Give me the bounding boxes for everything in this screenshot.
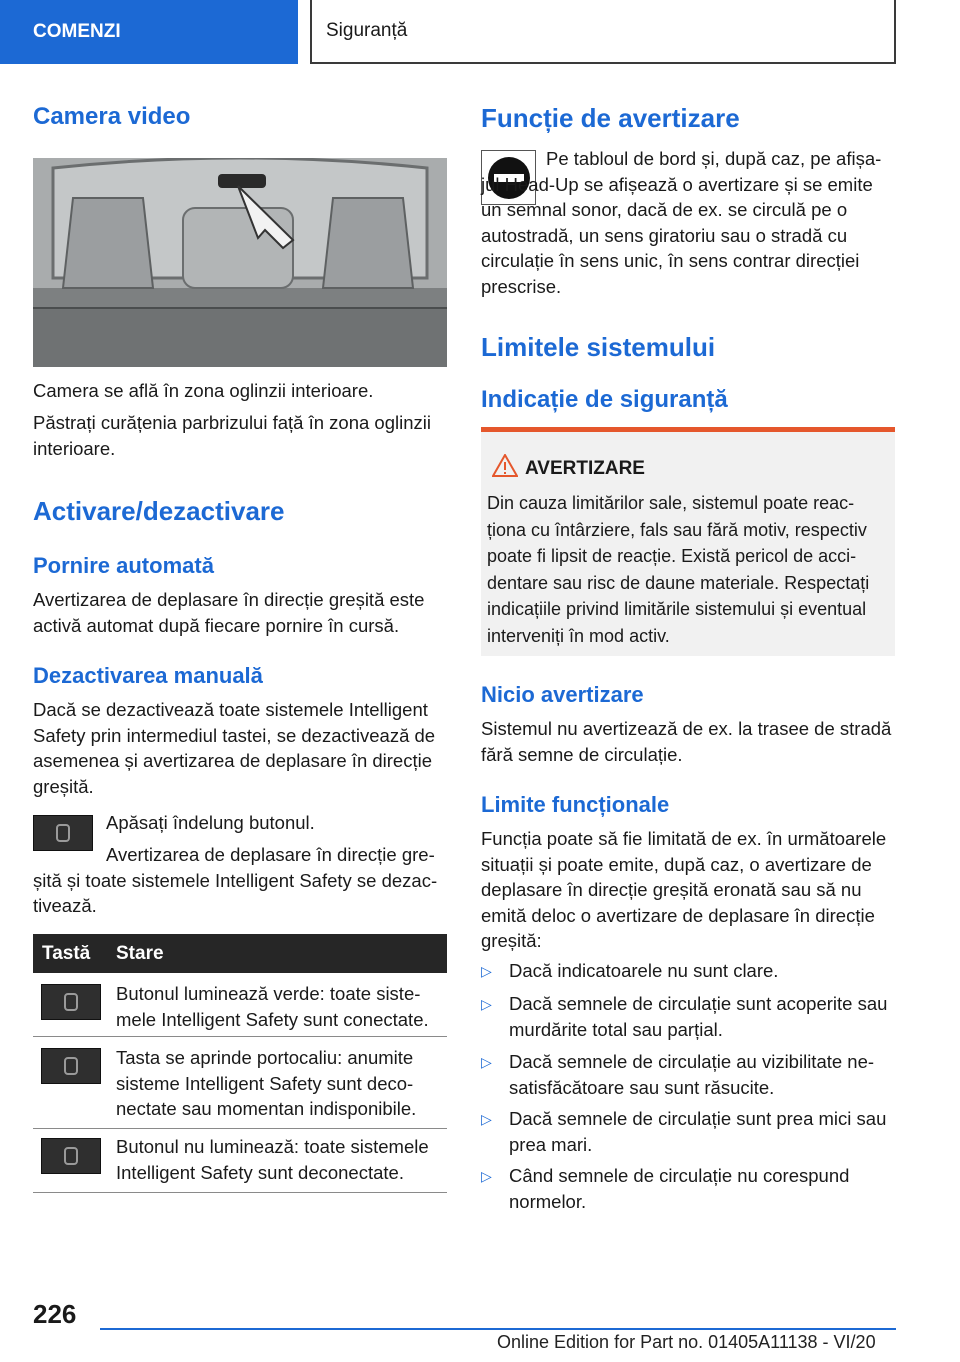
list-item: Dacă semnele de circulație sunt prea mici sau prea mari. (509, 1108, 887, 1155)
section-label: COMENZI (33, 21, 121, 42)
function-limits-paragraph: Funcția poate să fie limitată de ex. în următoarele situații și poate emite, după caz, o avertizare de deplasare în direcție greșită eronată sau să nu emită deloc o avertizare de deplasare în direcție greșită: (481, 828, 887, 951)
button-green-icon (41, 984, 101, 1020)
activation-title: Activare/dezactivare (33, 496, 285, 526)
chapter-label: Siguranță (326, 20, 408, 41)
chapter-header (310, 0, 896, 64)
table-row: Tasta se aprinde portocaliu: anumite sisteme Intelligent Safety sunt deco-nectate sau momentan indisponibile. (116, 1047, 417, 1119)
bullet-icon: ▷ (481, 1111, 492, 1127)
footer-rule (100, 1328, 896, 1330)
bullet-icon: ▷ (481, 1168, 492, 1184)
press-instruction: Apăsați îndelung butonul. (106, 812, 315, 833)
bullet-icon: ▷ (481, 996, 492, 1012)
camera-paragraph-2: Păstrați curățenia parbrizului față în zona oglinzii interioare. (33, 412, 431, 459)
warning-triangle-icon (492, 454, 518, 477)
warning-text: Din cauza limitărilor sale, sistemul poate reac-ționa cu întârziere, fals sau fără motiv, respectiv poate fi lipsit de reacție. Există pericol de acci-dentare sau risc de daune materiale. Respectați indicațiile privind limitările sistemului și eventual interveniți în mod activ. (487, 493, 870, 646)
camera-location-image (33, 158, 447, 367)
table-col-key: Tastă (42, 943, 91, 964)
auto-start-paragraph: Avertizarea de deplasare în direcție greșită este activă automat după fiecare pornire în cursă. (33, 589, 425, 636)
table-row-divider (33, 1192, 447, 1193)
bullet-icon: ▷ (481, 1054, 492, 1070)
manual-paragraph: Dacă se dezactivează toate sistemele Intelligent Safety prin intermediul tastei, se dezactivează de asemenea și avertizarea de deplasare în direcție greșită. (33, 699, 436, 797)
auto-start-title: Pornire automată (33, 553, 214, 578)
status-table-header (33, 934, 447, 973)
function-limits-title: Limite funcționale (481, 792, 670, 817)
limits-title: Limitele sistemului (481, 332, 716, 362)
section-tab (0, 0, 298, 64)
no-warning-paragraph: Sistemul nu avertizează de ex. la trasee de stradă fără semne de circulație. (481, 718, 892, 765)
car-interior-illustration (33, 158, 447, 367)
manual-title: Dezactivarea manuală (33, 663, 263, 688)
list-item: Când semnele de circulație nu corespund normelor. (509, 1165, 850, 1212)
list-item: Dacă semnele de circulație au vizibilitate ne-satisfăcătoare sau sunt răsucite. (509, 1051, 875, 1098)
list-item: Dacă semnele de circulație sunt acoperite sau murdărite total sau parțial. (509, 993, 888, 1040)
table-col-state: Stare (116, 943, 164, 964)
camera-title: Camera video (33, 103, 191, 130)
safety-note-title: Indicație de siguranță (481, 386, 728, 413)
function-title: Funcție de avertizare (481, 103, 740, 133)
table-row-divider (33, 1128, 447, 1129)
function-text: Pe tabloul de bord și, după caz, pe afișa-jul Head-Up se afișează o avertizare și se emite un semnal sonor, dacă de ex. se circulă pe o autostradă, un sens giratoriu sau o stradă cu circulație în sens unic, în sens contrar direcției prescrise. (481, 148, 882, 297)
warning-label: AVERTIZARE (525, 458, 645, 479)
function-paragraph (481, 146, 895, 299)
press-result: Avertizarea de deplasare în direcție gre-șită și toate sistemele Intelligent Safety se dezac-tivează. (33, 844, 438, 916)
table-row: Butonul nu luminează: toate sistemele Intelligent Safety sunt deconectate. (116, 1136, 429, 1183)
bullet-icon: ▷ (481, 963, 492, 979)
list-item: Dacă indicatoarele nu sunt clare. (509, 960, 779, 981)
camera-paragraph-1: Camera se află în zona oglinzii interioare. (33, 380, 374, 401)
no-warning-title: Nicio avertizare (481, 682, 644, 707)
edition-text: Online Edition for Part no. 01405A11138 - VI/20 (497, 1332, 876, 1352)
page-number: 226 (33, 1299, 77, 1329)
table-row-divider (33, 1036, 447, 1037)
warning-box (481, 427, 895, 656)
button-orange-icon (41, 1048, 101, 1084)
table-row: Butonul luminează verde: toate siste-mele Intelligent Safety sunt conectate. (116, 983, 429, 1030)
button-off-icon (41, 1138, 101, 1174)
